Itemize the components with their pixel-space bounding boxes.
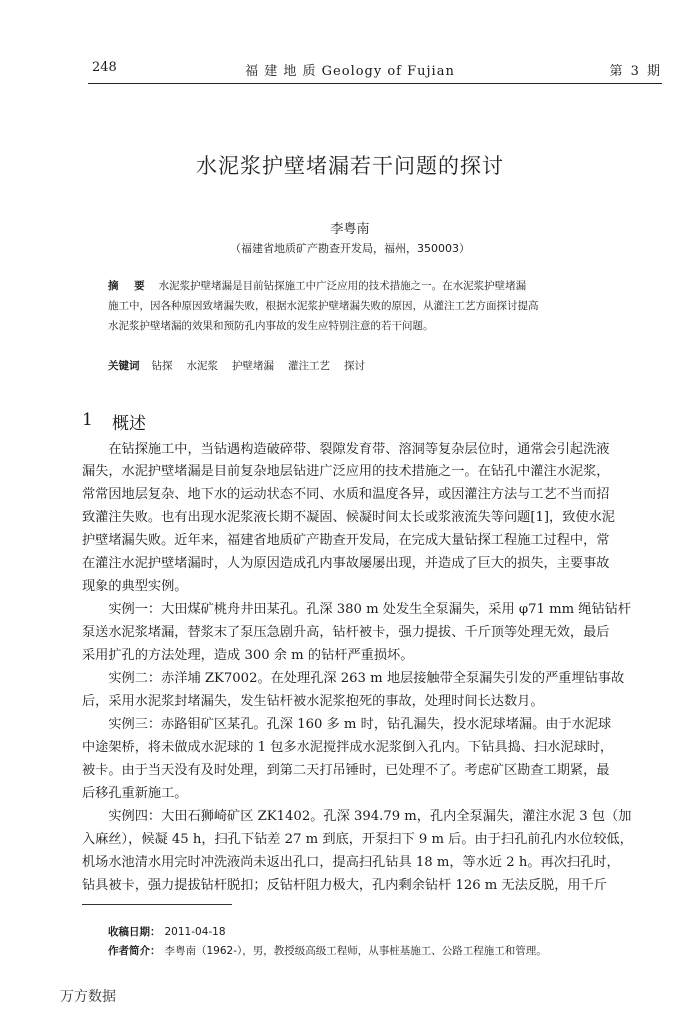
- keyword: 探讨: [344, 360, 365, 372]
- footnote-author: [108, 943, 547, 958]
- received-date: 2011-04-18: [164, 926, 226, 938]
- body-line: 被卡。由于当天没有及时处理，到第二天打吊锤时，已处理不了。考虑矿区勘查工期紧，最: [82, 763, 610, 778]
- abstract-label: 摘 要: [108, 280, 151, 292]
- body-line: 实例二：赤洋埔 ZK7002。在处理孔深 263 m 地层接触带全泵漏失引发的严重埋钻事故: [82, 671, 625, 686]
- journal-name: 福 建 地 质 Geology of Fujian: [245, 64, 455, 79]
- body-line: 入麻丝），候凝 45 h，扫孔下钻差 27 m 到底，开泵扫下 9 m 后。由于扫孔前孔内水位较低，: [82, 832, 633, 847]
- abstract-line: [108, 278, 526, 293]
- body-line: 钻具被卡，强力提拔钻杆脱扣；反钻杆阻力极大，孔内剩余钻杆 126 m 无法反脱，用千斤: [82, 878, 607, 893]
- abstract-line: 施工中，因各种原因致堵漏失败，根据水泥浆护壁堵漏失败的原因，从灌注工艺方面探讨提高: [108, 300, 539, 312]
- body-line: 现象的典型实例。: [82, 579, 188, 594]
- keyword: 水泥浆: [186, 360, 218, 372]
- body-line: 机场水池清水用完时冲洗液尚未返出孔口，提高扫孔钻具 18 m，等水近 2 h。再次扫孔时，: [82, 855, 620, 870]
- body-line: 采用扩孔的方法处理，造成 300 余 m 的钻杆严重损坏。: [82, 648, 414, 663]
- keyword: 灌注工艺: [288, 360, 330, 372]
- section-number: 1: [82, 410, 93, 430]
- abstract-line: 水泥浆护壁堵漏的效果和预防孔内事故的发生应特别注意的若干问题。: [108, 320, 434, 332]
- body-line: 实例一：大田煤矿桃舟井田某孔。孔深 380 m 处发生全泵漏失，采用 φ71 mm 绳钻钻杆: [82, 602, 632, 617]
- body-line: 在灌注水泥护壁堵漏时，人为原因造成孔内事故屡屡出现，并造成了巨大的损失，主要事故: [82, 556, 610, 571]
- paper-title: 水泥浆护壁堵漏若干问题的探讨: [196, 154, 504, 178]
- body-line: 在钻探施工中，当钻遇构造破碎带、裂隙发育带、溶洞等复杂层位时，通常会引起洗液: [82, 442, 610, 457]
- body-line: 护壁堵漏失败。近年来，福建省地质矿产勘查开发局，在完成大量钻探工程施工过程中，常: [82, 533, 610, 548]
- author-affiliation: （福建省地质矿产勘查开发局，福州，350003）: [230, 242, 470, 255]
- keywords: [108, 358, 379, 373]
- body-line: 泵送水泥浆堵漏，替浆末了泵压急剧升高，钻杆被卡，强力提拔、千斤顶等处理无效，最后: [82, 625, 610, 640]
- keyword: 钻探: [151, 360, 173, 372]
- received-label: 收稿日期：: [108, 926, 161, 938]
- footnote-received: [108, 924, 226, 939]
- keywords-label: 关键词: [108, 360, 140, 372]
- issue-number: 第 3 期: [609, 64, 662, 79]
- keyword: 护壁堵漏: [232, 360, 274, 372]
- body-line: 中途架桥，将未做成水泥球的 1 包多水泥搅拌成水泥浆倒入孔内。下钻具捣、扫水泥球时，: [82, 740, 614, 755]
- watermark: 万方数据: [60, 989, 116, 1005]
- body-line: 实例四：大田石狮崎矿区 ZK1402。孔深 394.79 m，孔内全泵漏失，灌注水泥 3 包（加: [82, 809, 632, 824]
- body-line: 后移孔重新施工。: [82, 786, 188, 801]
- footnote-rule: [82, 904, 232, 905]
- author-name: 李粤南: [330, 222, 370, 237]
- author-info: 李粤南（1962-），男，教授级高级工程师，从事桩基施工、公路工程施工和管理。: [164, 945, 547, 957]
- body-line: 漏失，水泥护壁堵漏是目前复杂地层钻进广泛应用的技术措施之一。在钻孔中灌注水泥浆，: [82, 464, 610, 479]
- body-line: 实例三：赤路钼矿区某孔。孔深 160 多 m 时，钻孔漏失，投水泥球堵漏。由于水泥球: [82, 717, 612, 732]
- page-number: 248: [92, 60, 117, 75]
- author-info-label: 作者简介：: [108, 945, 161, 957]
- abstract-text: 水泥浆护壁堵漏是目前钻探施工中广泛应用的技术措施之一。在水泥浆护壁堵漏: [158, 280, 527, 292]
- body-line: 后，采用水泥浆封堵漏失，发生钻杆被水泥浆抱死的事故，处理时间长达数月。: [82, 694, 544, 709]
- header-rule: [88, 83, 662, 84]
- body-line: 常常因地层复杂、地下水的运动状态不同、水质和温度各异，或因灌注方法与工艺不当而招: [82, 487, 610, 502]
- section-title: 概述: [112, 414, 146, 434]
- body-line: 致灌注失败。也有出现水泥浆液长期不凝固、候凝时间太长或浆液流失等问题[1]，致使水泥: [82, 510, 615, 525]
